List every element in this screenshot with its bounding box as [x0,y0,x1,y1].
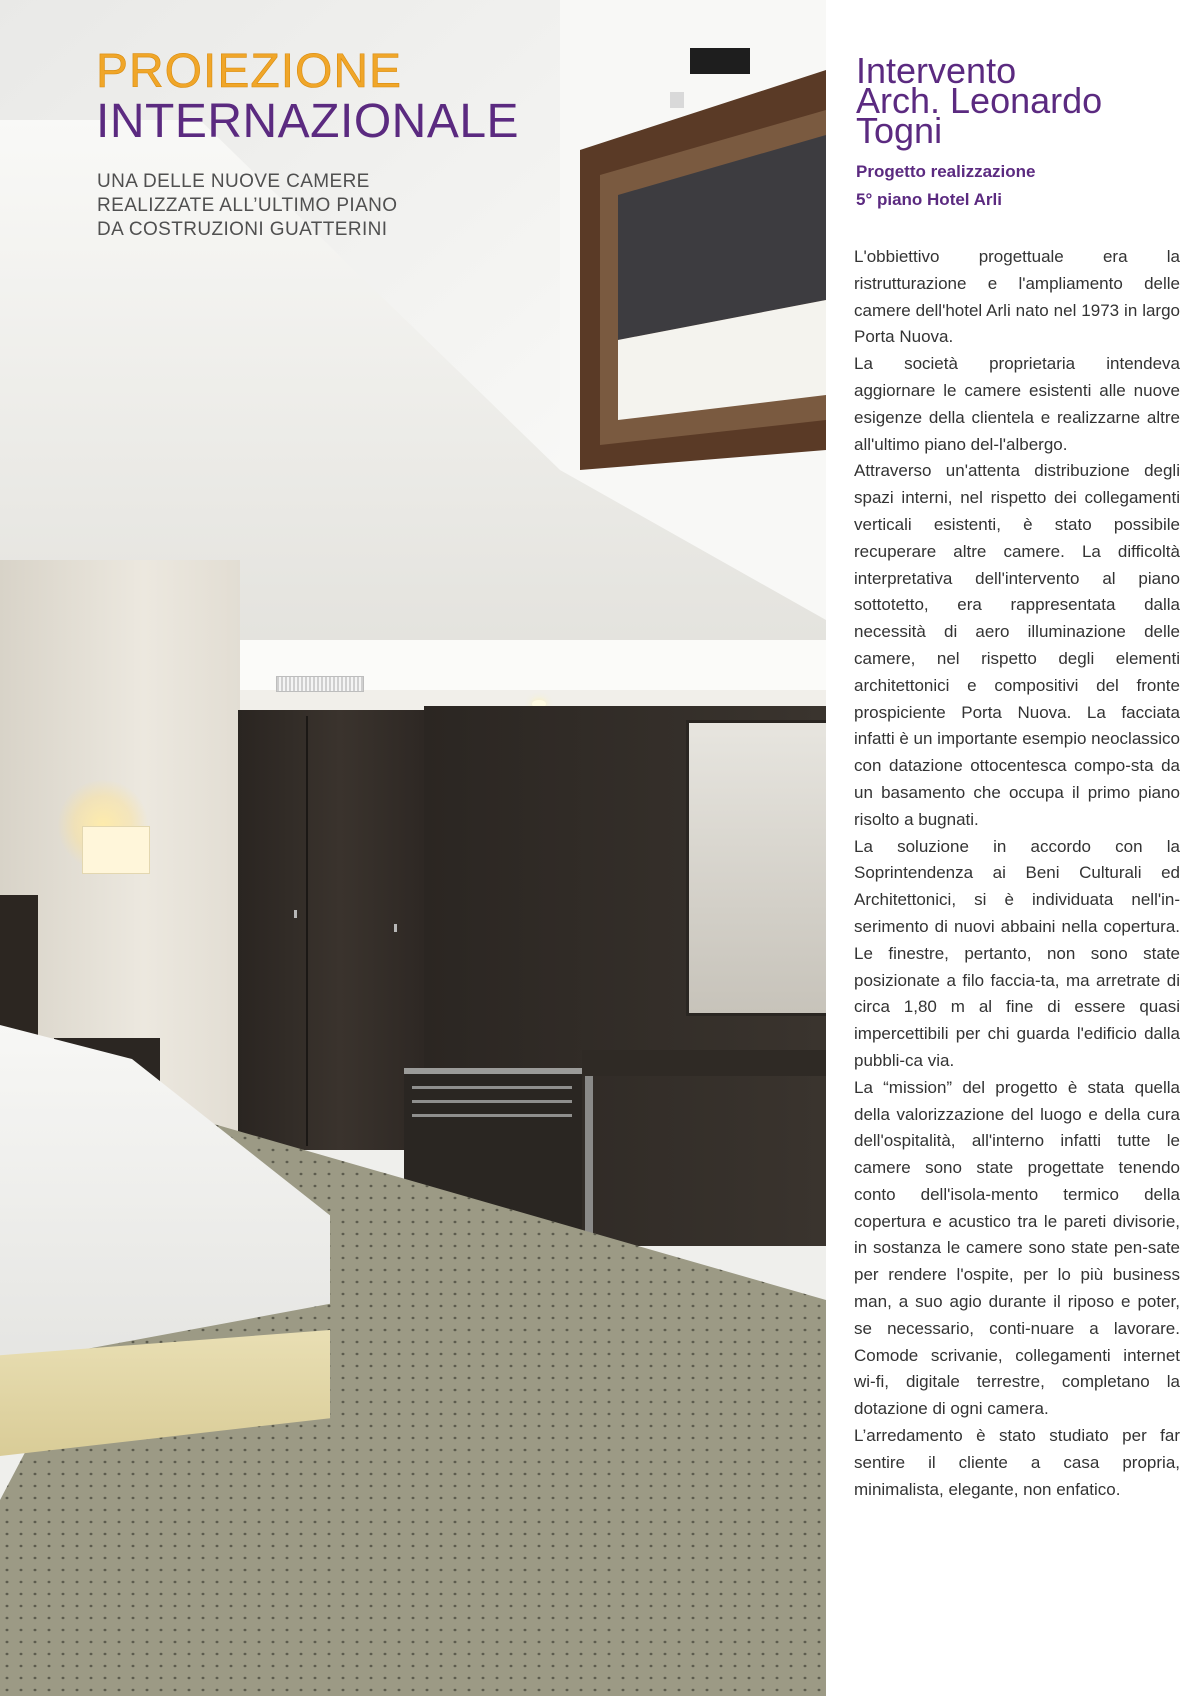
headline-line-2: INTERNAZIONALE [96,95,520,148]
article-paragraph: L'obbiettivo progettuale era la ristrutturazione e l'ampliamento delle camere dell'hotel Arli nato nel 1973 in largo Porta Nuova. [854,247,1180,347]
bed-headboard [0,895,38,1045]
desk-top [582,1050,826,1076]
wall-mirror [686,720,826,1016]
luggage-rack-slat [412,1100,572,1103]
article-paragraph: Attraverso un'attenta distribuzione degli spazi interni, nel rispetto dei collegamenti verticali esistenti, è stato possibile recuperare altre camere. La difficoltà interpretativa dell'intervento al piano sottotetto, era rappresentata dalla necessità di aero illuminazione delle camere, nel rispetto degli elementi architettonici e compositivi del fronte prospiciente Porta Nuova. La facciata infatti è un importante esempio neoclassico con datazione ottocentesca compo-sta da un basamento che occupa il primo piano risolto a bugnati. [854,461,1181,829]
wardrobe-door-split [306,716,308,1146]
sidebar-title-line: Intervento [856,50,1017,91]
article-column [826,0,1200,1696]
project-label-line: 5° piano Hotel Arli [856,190,1002,209]
luggage-rack-slat [412,1086,572,1089]
luggage-rack-slat [412,1114,572,1117]
wardrobe-handle [294,910,297,918]
article-paragraph: La “mission” del progetto è stata quella della valorizzazione del luogo e della cura dell'ospitalità, all'interno infatti tutte le camere sono state progettate tenendo conto dell'isola-mento termico della copertura e acustico tra le pareti divisorie, in sostanza le camere sono state pen-sate per rendere l'ospite, per lo più business man, a suo agio durante il riposo e poter, se necessario, conti-nuare a lavorare. Comode scrivanie, collegamenti internet wi-fi, digitale terrestre, completano la dotazione di ogni camera. [854,1077,1180,1419]
caption-line: UNA DELLE NUOVE CAMERE [97,171,370,192]
photo-caption [97,170,497,242]
caption-line: REALIZZATE ALL’ULTIMO PIANO [97,195,398,216]
article-paragraph: La società proprietaria intendeva aggiornare le camere esistenti alle nuove esigenze della clientela e realizzarne altre all'ultimo piano del-l'albergo. [854,354,1180,454]
caption-line: DA COSTRUZIONI GUATTERINI [97,219,388,240]
sidebar-title-line: Arch. Leonardo [856,80,1103,121]
air-vent-grille [276,676,364,692]
sidebar-title [856,50,1186,151]
article-paragraph: La soluzione in accordo con la Soprintendenza ai Beni Culturali ed Architettonici, si è individuata nell'in-serimento di nuovi abbaini nella copertura. Le finestre, pertanto, non sono state posizionate a filo faccia-ta, ma arretrate di circa 1,80 m al fine di essere quasi impercettibili per chi guarda l'edificio dalla pubbli-ca via. [854,836,1180,1070]
wardrobe-handle [394,924,397,932]
article-paragraph: L’arredamento è stato studiato per far sentire il cliente a casa propria, minimalista, elegante, non enfatico. [854,1426,1180,1499]
headline [96,45,656,148]
article-body [854,244,1180,1503]
sidebar-title-line: Togni [856,110,943,151]
wall-lamp-shade [82,826,150,874]
headline-line-1: PROIEZIONE [96,45,403,98]
project-label [856,158,1186,214]
project-label-line: Progetto realizzazione [856,162,1036,181]
